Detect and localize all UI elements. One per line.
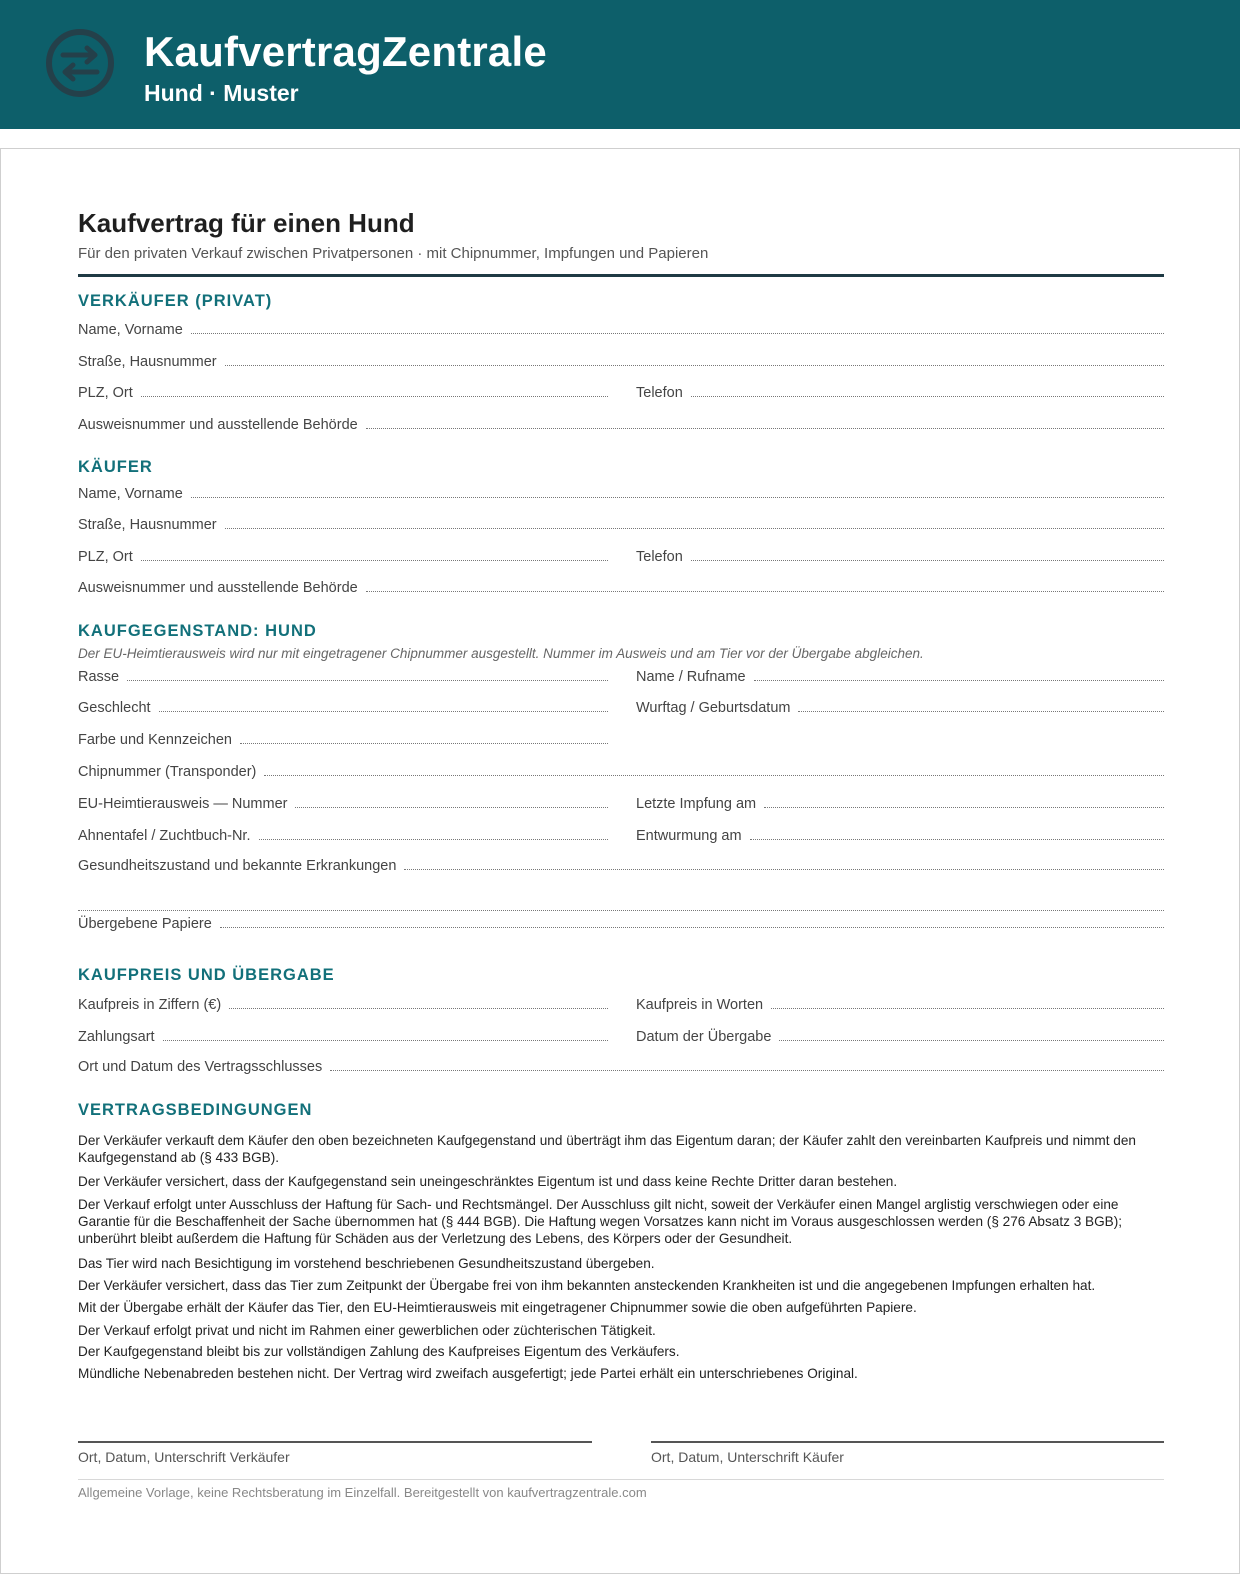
chip-number-field[interactable] (78, 760, 1164, 780)
term-paragraph: Der Verkauf erfolgt privat und nicht im Rahmen einer gewerblichen oder züchterischen Tätigkeit. (78, 1323, 656, 1338)
field-label: Kaufpreis in Worten (636, 997, 764, 1013)
field-label: Übergebene Papiere (78, 916, 212, 932)
title-rule (78, 274, 1164, 277)
field-label: Entwurmung am (636, 828, 742, 844)
contract-place-date-field[interactable] (78, 1055, 1164, 1075)
term-paragraph: Der Verkäufer versichert, dass der Kaufgegenstand sein uneingeschränktes Eigentum ist und dass keine Rechte Dritter daran bestehen. (78, 1174, 898, 1189)
seller-signature-line[interactable] (78, 1441, 592, 1443)
field-label: Name, Vorname (78, 486, 183, 502)
term-paragraph: Der Verkauf erfolgt unter Ausschluss der Haftung für Sach- und Rechtsmängel. Der Ausschluss gilt nicht, soweit der Verkäufer einen Mangel arglistig verschwiegen oder eine Garantie für die Beschaffenheit der Sache übernommen hat (§ 444 BGB). Die Haftung wegen Vorsatzes kann nicht im Voraus ausgeschlossen werden (§ 276 Absatz 3 BGB); unberührt bleibt außerdem die Haftung für Schäden aus der Verletzung des Lebens, des Körpers oder der Gesundheit. (78, 1197, 1123, 1246)
buyer-id-field[interactable] (78, 576, 1164, 596)
breed-field[interactable] (78, 665, 608, 685)
field-label: Rasse (78, 669, 120, 685)
buyer-name-field[interactable] (78, 482, 1164, 502)
field-label: Letzte Impfung am (636, 796, 757, 812)
section-heading-price: KAUFPREIS UND ÜBERGABE (78, 966, 335, 984)
buyer-street-field[interactable] (78, 513, 1164, 533)
price-words-field[interactable] (636, 993, 1164, 1013)
brand-subtitle: Hund · Muster (144, 80, 299, 106)
buyer-signature-line[interactable] (651, 1441, 1164, 1443)
vaccination-date-field[interactable] (636, 792, 1164, 812)
field-label: Straße, Hausnummer (78, 354, 217, 370)
section-heading-item: KAUFGEGENSTAND: HUND (78, 622, 317, 640)
footer-divider (78, 1479, 1164, 1480)
field-label: Name / Rufname (636, 669, 746, 685)
field-label: Straße, Hausnummer (78, 517, 217, 533)
document-subtitle: Für den privaten Verkauf zwischen Privatpersonen · mit Chipnummer, Impfungen und Papieren (78, 245, 709, 262)
field-label: Farbe und Kennzeichen (78, 732, 232, 748)
field-label: Datum der Übergabe (636, 1029, 772, 1045)
field-label: Telefon (636, 385, 683, 401)
field-label: Ausweisnummer und ausstellende Behörde (78, 580, 358, 596)
field-label: PLZ, Ort (78, 385, 133, 401)
term-paragraph: Der Verkäufer verkauft dem Käufer den oben bezeichneten Kaufgegenstand und überträgt ihm das Eigentum daran; der Käufer zahlt den vereinbarten Kaufpreis und nimmt den Kaufgegenstand ab (§ 433 BGB). (78, 1133, 1136, 1165)
section-heading-terms: VERTRAGSBEDINGUNGEN (78, 1101, 313, 1119)
term-paragraph: Das Tier wird nach Besichtigung im vorstehend beschriebenen Gesundheitszustand übergeben. (78, 1256, 655, 1271)
field-label: Wurftag / Geburtsdatum (636, 700, 791, 716)
chip-note: Der EU-Heimtierausweis wird nur mit eingetragener Chipnummer ausgestellt. Nummer im Ausweis und am Tier vor der Übergabe abgleichen. (78, 646, 924, 661)
field-label: Geschlecht (78, 700, 151, 716)
document-title: Kaufvertrag für einen Hund (78, 208, 415, 238)
birthdate-field[interactable] (636, 696, 1164, 716)
pedigree-field[interactable] (78, 824, 608, 844)
callname-field[interactable] (636, 665, 1164, 685)
field-label: PLZ, Ort (78, 549, 133, 565)
field-label: Kaufpreis in Ziffern (€) (78, 997, 222, 1013)
footer-disclaimer: Allgemeine Vorlage, keine Rechtsberatung im Einzelfall. Bereitgestellt von kaufvertragzentrale.com (78, 1485, 647, 1500)
brand-header (0, 0, 1240, 129)
seller-id-field[interactable] (78, 413, 1164, 433)
field-label: Telefon (636, 549, 683, 565)
field-label: Ausweisnummer und ausstellende Behörde (78, 417, 358, 433)
brand-title: KaufvertragZentrale (144, 28, 547, 75)
field-label: Gesundheitszustand und bekannte Erkrankungen (78, 858, 397, 874)
payment-method-field[interactable] (78, 1025, 608, 1045)
health-extra-line[interactable] (78, 910, 1164, 911)
term-paragraph: Der Kaufgegenstand bleibt bis zur vollständigen Zahlung des Kaufpreises Eigentum des Verkäufers. (78, 1344, 680, 1359)
field-label: Zahlungsart (78, 1029, 155, 1045)
seller-signature-label: Ort, Datum, Unterschrift Verkäufer (78, 1449, 290, 1465)
field-label: Ort und Datum des Vertragsschlusses (78, 1059, 323, 1075)
field-label: Ahnentafel / Zuchtbuch-Nr. (78, 828, 251, 844)
term-paragraph: Mündliche Nebenabreden bestehen nicht. Der Vertrag wird zweifach ausgefertigt; jede Partei erhält ein unterschriebenes Original. (78, 1366, 858, 1381)
sex-field[interactable] (78, 696, 608, 716)
field-label: EU-Heimtierausweis — Nummer (78, 796, 288, 812)
health-field[interactable] (78, 854, 1164, 874)
buyer-signature-label: Ort, Datum, Unterschrift Käufer (651, 1449, 844, 1465)
seller-name-field[interactable] (78, 318, 1164, 338)
deworming-date-field[interactable] (636, 824, 1164, 844)
field-label: Chipnummer (Transponder) (78, 764, 257, 780)
seller-city-field[interactable] (78, 381, 608, 401)
seller-street-field[interactable] (78, 350, 1164, 370)
field-label: Name, Vorname (78, 322, 183, 338)
section-heading-buyer: KÄUFER (78, 458, 153, 476)
term-paragraph: Mit der Übergabe erhält der Käufer das Tier, den EU-Heimtierausweis mit eingetragener Chipnummer sowie die oben aufgeführten Papiere. (78, 1300, 917, 1315)
seller-phone-field[interactable] (636, 381, 1164, 401)
price-digits-field[interactable] (78, 993, 608, 1013)
term-paragraph: Der Verkäufer versichert, dass das Tier zum Zeitpunkt der Übergabe frei von ihm bekannten ansteckenden Krankheiten ist und die angegebenen Impfungen erhalten hat. (78, 1278, 1096, 1293)
passport-number-field[interactable] (78, 792, 608, 812)
papers-field[interactable] (78, 912, 1164, 932)
exchange-arrows-icon (45, 28, 115, 98)
handover-date-field[interactable] (636, 1025, 1164, 1045)
buyer-phone-field[interactable] (636, 545, 1164, 565)
color-markings-field[interactable] (78, 728, 608, 748)
buyer-city-field[interactable] (78, 545, 608, 565)
section-heading-seller: VERKÄUFER (PRIVAT) (78, 292, 273, 310)
